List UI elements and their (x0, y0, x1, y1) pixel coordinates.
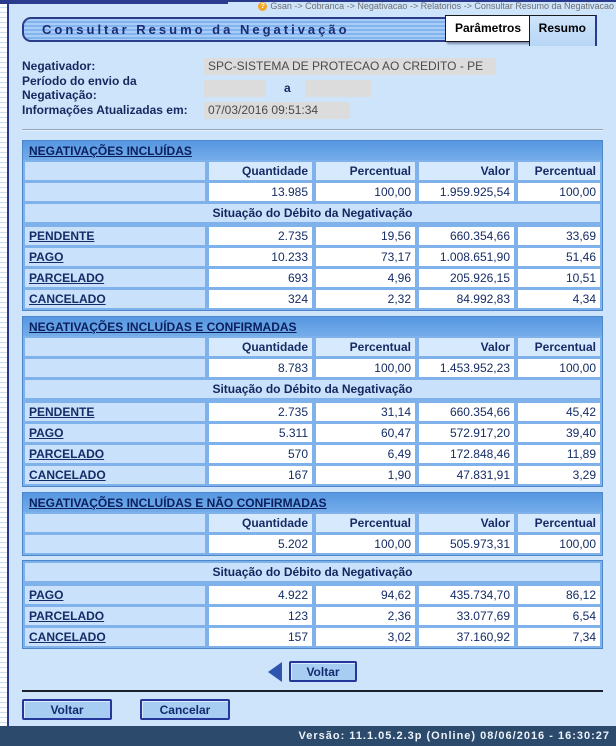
cell-valor: 172.848,46 (419, 445, 514, 463)
cell-percentual2: 11,89 (518, 445, 600, 463)
col-percentual: Percentual (316, 162, 415, 180)
cell-percentual: 1,90 (316, 466, 415, 484)
help-icon[interactable]: ? (258, 2, 267, 11)
cell-quantidade: 10.233 (209, 248, 312, 266)
breadcrumb (258, 1, 614, 11)
summary-row (25, 535, 600, 553)
table-row (25, 227, 600, 245)
summary-percentual2: 100,00 (518, 183, 600, 201)
situacao-band: Situação do Débito da Negativação (25, 204, 600, 222)
summary-percentual: 100,00 (316, 535, 415, 553)
cell-valor: 1.008.651,90 (419, 248, 514, 266)
row-link-parcelado[interactable]: PARCELADO (25, 445, 205, 463)
cell-percentual2: 6,54 (518, 607, 600, 625)
summary-quantidade: 8.783 (209, 359, 312, 377)
cell-percentual: 3,02 (316, 628, 415, 646)
atualizadas-label: Informações Atualizadas em: (22, 103, 188, 117)
page-title: Consultar Resumo da Negativação (22, 17, 590, 42)
row-link-cancelado[interactable]: CANCELADO (25, 628, 205, 646)
divider-dark (22, 690, 603, 692)
cell-percentual2: 4,34 (518, 290, 600, 308)
divider-light (22, 129, 603, 131)
col-percentual2: Percentual (518, 338, 600, 356)
atualizadas-field[interactable] (204, 102, 350, 119)
col-percentual2: Percentual (518, 162, 600, 180)
table-row (25, 290, 600, 308)
cell-quantidade: 693 (209, 269, 312, 287)
table-row (25, 628, 600, 646)
tab-resumo[interactable]: Resumo (529, 15, 597, 46)
summary-percentual2: 100,00 (518, 359, 600, 377)
cell-valor: 205.926,15 (419, 269, 514, 287)
cell-valor: 660.354,66 (419, 227, 514, 245)
cell-valor: 47.831,91 (419, 466, 514, 484)
summary-percentual2: 100,00 (518, 535, 600, 553)
cell-percentual2: 7,34 (518, 628, 600, 646)
cell-percentual2: 51,46 (518, 248, 600, 266)
spacer-cell (25, 535, 205, 553)
row-link-pendente[interactable]: PENDENTE (25, 227, 205, 245)
situacao-band: Situação do Débito da Negativação (25, 380, 600, 398)
status-bar (0, 726, 616, 746)
cell-percentual2: 45,42 (518, 403, 600, 421)
cell-valor: 572.917,20 (419, 424, 514, 442)
cell-valor: 660.354,66 (419, 403, 514, 421)
summary-row (25, 183, 600, 201)
cell-quantidade: 157 (209, 628, 312, 646)
cell-percentual2: 3,29 (518, 466, 600, 484)
col-valor: Valor (419, 338, 514, 356)
section-incluidas-title[interactable]: NEGATIVAÇÕES INCLUÍDAS (23, 141, 602, 160)
field-periodo (22, 74, 603, 102)
cell-percentual: 94,62 (316, 586, 415, 604)
cell-quantidade: 4.922 (209, 586, 312, 604)
col-percentual2: Percentual (518, 514, 600, 532)
cell-percentual: 19,56 (316, 227, 415, 245)
col-quantidade: Quantidade (209, 338, 312, 356)
summary-row (25, 359, 600, 377)
page-content (9, 2, 616, 726)
cell-percentual: 73,17 (316, 248, 415, 266)
spacer-cell (25, 183, 205, 201)
section-nao-confirmadas-title[interactable]: NEGATIVAÇÕES INCLUÍDAS E NÃO CONFIRMADAS (23, 493, 602, 512)
row-link-parcelado[interactable]: PARCELADO (25, 607, 205, 625)
table-row (25, 269, 600, 287)
periodo-separator: a (284, 81, 291, 95)
table-header-row (25, 338, 600, 356)
table-header-row (25, 514, 600, 532)
table-row (25, 424, 600, 442)
cell-valor: 84.992,83 (419, 290, 514, 308)
spacer-cell (25, 514, 205, 532)
table-row (25, 466, 600, 484)
breadcrumb-text: Gsan -> Cobranca -> Negativacao -> Relatorios -> Consultar Resumo da Negativacao (270, 1, 614, 11)
voltar-mid-button[interactable]: Voltar (289, 661, 357, 682)
row-link-pago[interactable]: PAGO (25, 586, 205, 604)
cell-percentual2: 10,51 (518, 269, 600, 287)
spacer-cell (25, 162, 205, 180)
cell-valor: 435.734,70 (419, 586, 514, 604)
cell-percentual: 60,47 (316, 424, 415, 442)
cell-quantidade: 324 (209, 290, 312, 308)
col-quantidade: Quantidade (209, 162, 312, 180)
cell-quantidade: 123 (209, 607, 312, 625)
summary-percentual: 100,00 (316, 359, 415, 377)
summary-valor: 505.973,31 (419, 535, 514, 553)
spacer-cell (25, 359, 205, 377)
top-frame-line (0, 2, 228, 4)
situacao-band: Situação do Débito da Negativação (25, 563, 600, 581)
section-nao-confirmadas-detail (22, 560, 603, 649)
cell-quantidade: 2.735 (209, 403, 312, 421)
version-text: Versão: 11.1.05.2.3p (Online) 08/06/2016 - 16:30:27 (298, 730, 610, 742)
col-valor: Valor (419, 162, 514, 180)
row-link-pendente[interactable]: PENDENTE (25, 403, 205, 421)
table-row (25, 586, 600, 604)
cell-quantidade: 167 (209, 466, 312, 484)
row-link-cancelado[interactable]: CANCELADO (25, 466, 205, 484)
cell-quantidade: 570 (209, 445, 312, 463)
arrow-left-icon (268, 662, 282, 682)
col-valor: Valor (419, 514, 514, 532)
col-percentual: Percentual (316, 338, 415, 356)
section-nao-confirmadas-summary (22, 492, 603, 556)
cell-quantidade: 2.735 (209, 227, 312, 245)
cell-percentual2: 39,40 (518, 424, 600, 442)
summary-quantidade: 5.202 (209, 535, 312, 553)
summary-percentual: 100,00 (316, 183, 415, 201)
cell-valor: 37.160,92 (419, 628, 514, 646)
section-incluidas (22, 140, 603, 311)
col-percentual: Percentual (316, 514, 415, 532)
cell-quantidade: 5.311 (209, 424, 312, 442)
table-row (25, 607, 600, 625)
summary-valor: 1.959.925,54 (419, 183, 514, 201)
cell-percentual: 6,49 (316, 445, 415, 463)
negativador-label: Negativador: (22, 59, 96, 73)
filter-summary-fields (22, 55, 603, 121)
section-confirmadas-title[interactable]: NEGATIVAÇÕES INCLUÍDAS E CONFIRMADAS (23, 317, 602, 336)
periodo-start-field[interactable] (204, 80, 266, 97)
cell-percentual: 31,14 (316, 403, 415, 421)
cancelar-button[interactable]: Cancelar (140, 699, 230, 720)
table-header-row (25, 162, 600, 180)
cell-percentual2: 86,12 (518, 586, 600, 604)
negativador-field[interactable] (204, 58, 496, 75)
table-row (25, 445, 600, 463)
table-row (25, 248, 600, 266)
periodo-label: Período do envio da Negativação: (22, 74, 137, 102)
cell-percentual: 2,36 (316, 607, 415, 625)
section-incluidas-confirmadas (22, 316, 603, 487)
table-row (25, 403, 600, 421)
row-link-cancelado[interactable]: CANCELADO (25, 290, 205, 308)
row-link-pago[interactable]: PAGO (25, 248, 205, 266)
summary-valor: 1.453.952,23 (419, 359, 514, 377)
row-link-pago[interactable]: PAGO (25, 424, 205, 442)
cell-percentual: 2,32 (316, 290, 415, 308)
left-ruler-decoration (0, 2, 9, 726)
col-quantidade: Quantidade (209, 514, 312, 532)
row-link-parcelado[interactable]: PARCELADO (25, 269, 205, 287)
bottom-buttons (22, 699, 603, 726)
summary-quantidade: 13.985 (209, 183, 312, 201)
voltar-button[interactable]: Voltar (22, 699, 112, 720)
title-row (22, 15, 603, 45)
field-atualizadas (22, 99, 603, 121)
cell-percentual2: 33,69 (518, 227, 600, 245)
spacer-cell (25, 338, 205, 356)
cell-percentual: 4,96 (316, 269, 415, 287)
tab-parametros[interactable]: Parâmetros (445, 15, 531, 42)
periodo-end-field[interactable] (305, 80, 371, 97)
mid-voltar-area (22, 661, 603, 682)
cell-valor: 33.077,69 (419, 607, 514, 625)
